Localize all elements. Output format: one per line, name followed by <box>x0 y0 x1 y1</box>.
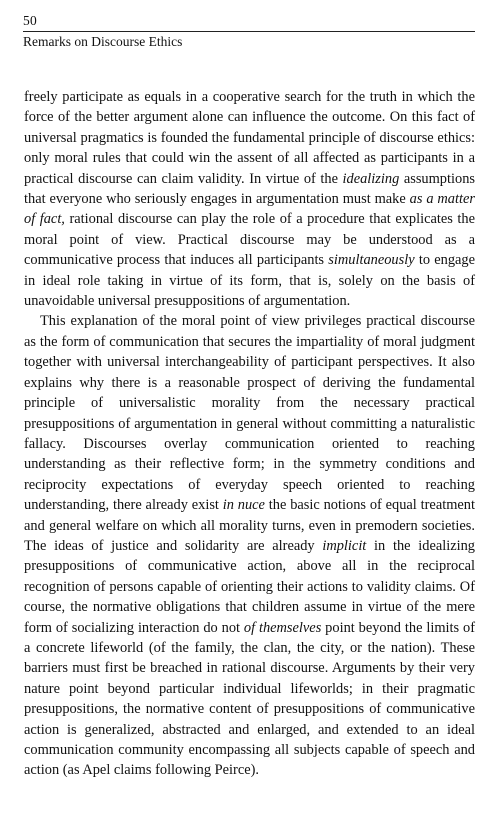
paragraph-2 <box>24 311 475 780</box>
text-segment: point beyond the limits of a concrete lifeworld (of the family, the clan, the city, or the nation). These barriers must first be breached in rational discourse. Arguments by their very nature point beyond particular individual lifeworlds; in their pragmatic presuppositions, the normative content of presuppositions of communicative action is generalized, abstracted and enlarged, and extended to an ideal communication community encompassing all subjects capable of speech and action (as Apel claims following Peirce). <box>24 619 475 779</box>
body-text <box>24 87 475 781</box>
header-rule <box>23 31 475 32</box>
text-segment: assumptions that everyone who seriously engages in argumentation must make <box>24 170 475 208</box>
text-segment: freely participate as equals in a cooperative search for the truth in which the force of the better argument alone can influence the outcome. On this fact of universal pragmatics is founded the fundamental principle of discourse ethics: only moral rules that could win the assent of all affected as participants in a practical discourse can claim validity. In virtue of the <box>24 89 475 187</box>
italic-term: idealizing <box>342 170 400 187</box>
text-segment: in the idealizing presuppositions of communicative action, above all in the reciprocal recognition of persons capable of orienting their actions to validity claims. Of course, the normative obligations that children assume in virtue of the mere form of socializing interaction do not <box>24 537 475 636</box>
text-segment: This explanation of the moral point of view privileges practical discourse as the form of communication that secures the impartiality of moral judgment together with universal interchangeability of participant perspectives. It also explains why there is a reasonable prospect of deriving the fundamental principle of universalistic morality from the necessary practical presuppositions of argumentation in general without committing a naturalistic fallacy. Discourses overlay communication oriented to reaching understanding as their reflective form; in the symmetry conditions and reciprocity expectations of everyday speech oriented to reaching understanding, there already exist <box>24 313 475 514</box>
text-segment: the basic notions of equal treatment and general welfare on which all morality turns, even in premodern societies. The ideas of justice and solidarity are already <box>24 497 475 554</box>
italic-term: as a matter of fact, <box>24 191 475 228</box>
text-segment: rational discourse can play the role of a procedure that explicates the moral point of view. Practical discourse may be understood as a communicative process that induces all participants <box>24 211 476 269</box>
text-segment: to engage in ideal role taking in virtue of its form, that is, solely on the basis of unavoidable universal presuppositions of argumentation. <box>24 252 475 310</box>
italic-term: in nuce <box>222 497 265 514</box>
page-header <box>23 13 475 50</box>
running-title: Remarks on Discourse Ethics <box>23 34 183 49</box>
page-number: 50 <box>23 13 37 28</box>
italic-term: simultaneously <box>328 252 415 269</box>
italic-term: of themselves <box>243 619 322 636</box>
italic-term: implicit <box>322 537 367 554</box>
paragraph-1 <box>24 87 475 311</box>
